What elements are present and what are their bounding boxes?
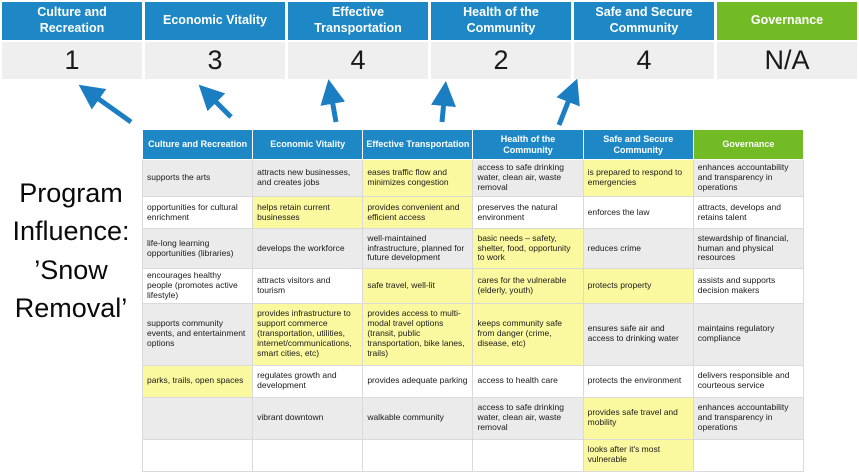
- scoreboard-label-culture: Culture and Recreation: [2, 2, 142, 40]
- matrix-cell: walkable community: [363, 397, 473, 439]
- score-governance: N/A: [717, 42, 857, 79]
- matrix-cell: delivers responsible and courteous service: [693, 365, 803, 397]
- matrix-cell: [473, 439, 583, 471]
- matrix-header-safety: Safe and Secure Community: [583, 130, 693, 160]
- matrix-cell: develops the workforce: [253, 229, 363, 269]
- scoreboard-label-governance: Governance: [717, 2, 857, 40]
- matrix-cell: protects the environment: [583, 365, 693, 397]
- matrix-cell: attracts new businesses, and creates jobs: [253, 160, 363, 197]
- matrix-cell: helps retain current businesses: [253, 197, 363, 229]
- matrix-cell: access to health care: [473, 365, 583, 397]
- matrix-cell: ensures safe air and access to drinking water: [583, 303, 693, 365]
- score-arrow: [559, 87, 574, 125]
- scoreboard-label-safety: Safe and Secure Community: [574, 2, 714, 40]
- score-safety: 4: [574, 42, 714, 79]
- matrix-cell: [253, 439, 363, 471]
- matrix-cell: keeps community safe from danger (crime, disease, etc): [473, 303, 583, 365]
- score-transportation: 4: [288, 42, 428, 79]
- matrix-cell: looks after it's most vulnerable: [583, 439, 693, 471]
- matrix-cell: [143, 397, 253, 439]
- matrix-header-health: Health of the Community: [473, 130, 583, 160]
- matrix-header-transportation: Effective Transportation: [363, 130, 473, 160]
- matrix-cell: vibrant downtown: [253, 397, 363, 439]
- matrix-cell: well-maintained infrastructure, planned for future development: [363, 229, 473, 269]
- matrix-header-governance: Governance: [693, 130, 803, 160]
- scoreboard-values: [2, 42, 857, 79]
- scoreboard-label-economic: Economic Vitality: [145, 2, 285, 40]
- matrix-cell: enforces the law: [583, 197, 693, 229]
- matrix-cell: supports community events, and entertainment options: [143, 303, 253, 365]
- matrix-cell: attracts, develops and retains talent: [693, 197, 803, 229]
- score-health: 2: [431, 42, 571, 79]
- matrix-row: [143, 397, 804, 439]
- scoreboard-label-transportation: Effective Transportation: [288, 2, 428, 40]
- matrix-cell: protects property: [583, 269, 693, 304]
- matrix-cell: [363, 439, 473, 471]
- matrix-cell: parks, trails, open spaces: [143, 365, 253, 397]
- score-culture: 1: [2, 42, 142, 79]
- matrix-cell: life-long learning opportunities (libraries): [143, 229, 253, 269]
- matrix-cell: provides safe travel and mobility: [583, 397, 693, 439]
- matrix-cell: supports the arts: [143, 160, 253, 197]
- matrix-row: [143, 365, 804, 397]
- score-arrow: [86, 90, 131, 122]
- matrix-header-economic: Economic Vitality: [253, 130, 363, 160]
- score-arrow: [442, 90, 445, 122]
- matrix-cell: provides access to multi-modal travel options (transit, public transportation, bike lanes, trails): [363, 303, 473, 365]
- matrix-cell: is prepared to respond to emergencies: [583, 160, 693, 197]
- matrix-cell: provides adequate parking: [363, 365, 473, 397]
- score-economic: 3: [145, 42, 285, 79]
- matrix-header-culture: Culture and Recreation: [143, 130, 253, 160]
- score-arrow: [330, 88, 336, 122]
- matrix-header-row: [143, 130, 804, 160]
- matrix-cell: stewardship of financial, human and physical resources: [693, 229, 803, 269]
- matrix-cell: maintains regulatory compliance: [693, 303, 803, 365]
- matrix-cell: enhances accountability and transparency in operations: [693, 397, 803, 439]
- matrix-cell: [693, 439, 803, 471]
- matrix-cell: regulates growth and development: [253, 365, 363, 397]
- matrix-cell: assists and supports decision makers: [693, 269, 803, 304]
- score-arrow: [205, 91, 231, 117]
- matrix-cell: access to safe drinking water, clean air, waste removal: [473, 397, 583, 439]
- matrix-cell: preserves the natural environment: [473, 197, 583, 229]
- matrix-cell: safe travel, well-lit: [363, 269, 473, 304]
- matrix-cell: encourages healthy people (promotes active lifestyle): [143, 269, 253, 304]
- matrix-cell: access to safe drinking water, clean air, waste removal: [473, 160, 583, 197]
- matrix-row: [143, 197, 804, 229]
- scoreboard-header: [2, 2, 857, 40]
- scoreboard-label-health: Health of the Community: [431, 2, 571, 40]
- matrix-cell: cares for the vulnerable (elderly, youth): [473, 269, 583, 304]
- matrix-row: [143, 229, 804, 269]
- page-title: Program Influence: ’Snow Removal’: [12, 178, 130, 323]
- matrix-cell: provides infrastructure to support commerce (transportation, utilities, internet/communications, smart cities, etc): [253, 303, 363, 365]
- matrix-row: [143, 439, 804, 471]
- matrix-row: [143, 160, 804, 197]
- influence-matrix: [142, 129, 804, 472]
- matrix-cell: provides convenient and efficient access: [363, 197, 473, 229]
- matrix-cell: eases traffic flow and minimizes congestion: [363, 160, 473, 197]
- matrix-cell: reduces crime: [583, 229, 693, 269]
- matrix-row: [143, 303, 804, 365]
- matrix-cell: basic needs – safety, shelter, food, opportunity to work: [473, 229, 583, 269]
- matrix-cell: opportunities for cultural enrichment: [143, 197, 253, 229]
- matrix-cell: attracts visitors and tourism: [253, 269, 363, 304]
- matrix-row: [143, 269, 804, 304]
- matrix-cell: [143, 439, 253, 471]
- matrix-cell: enhances accountability and transparency in operations: [693, 160, 803, 197]
